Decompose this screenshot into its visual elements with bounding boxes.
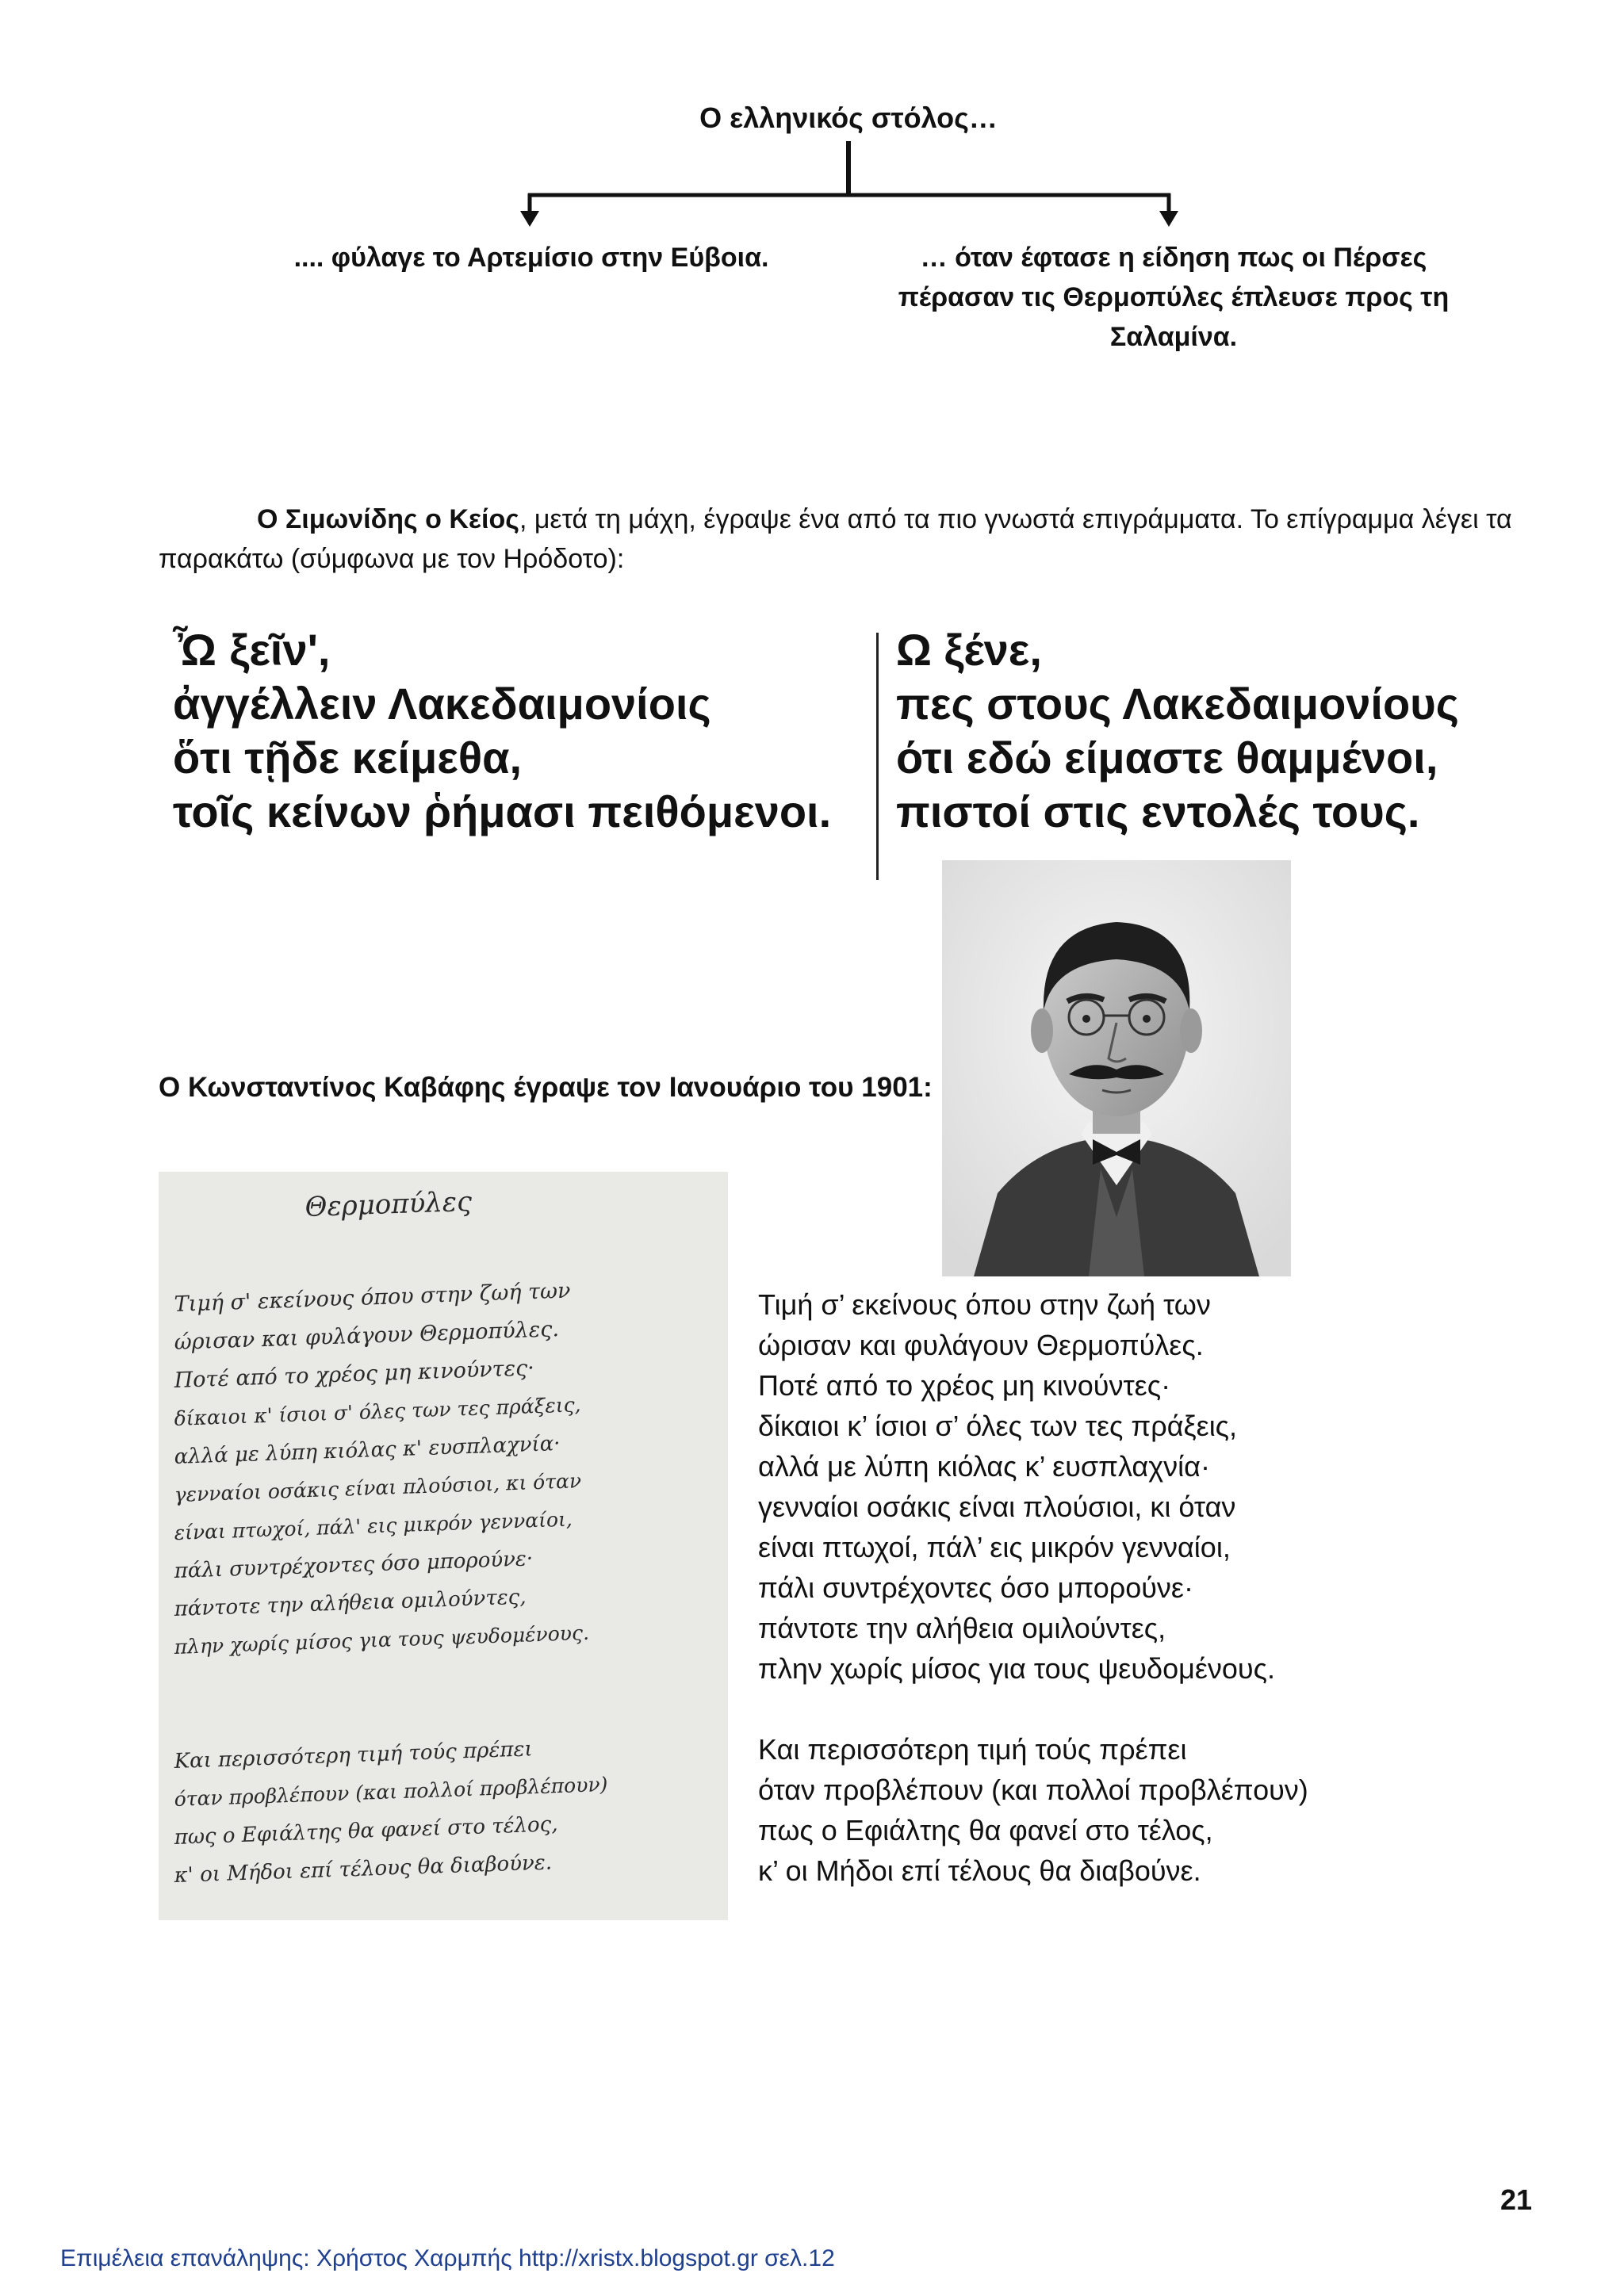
epigram-line: τοῖς κείνων ῥήμασι πειθόμενοι. [173, 786, 832, 836]
manuscript-line: είναι πτωχοί, πάλ' εις μικρόν γενναίοι, [174, 1507, 573, 1544]
poem-line: πάλι συντρέχοντες όσο μπορούνε· [758, 1571, 1193, 1604]
stanza-gap [758, 1689, 1308, 1729]
poem-line: γενναίοι οσάκις είναι πλούσιοι, κι όταν [758, 1490, 1236, 1523]
manuscript-handwriting [159, 1172, 728, 1920]
manuscript-line: πάλι συντρέχοντες όσο μπορούνε· [174, 1547, 534, 1583]
poem-line: Και περισσότερη τιμή τούς πρέπει [758, 1733, 1187, 1766]
epigram-line: Ω ξένε, [896, 625, 1042, 675]
manuscript-line: πως ο Εφιάλτης θα φανεί στο τέλος, [174, 1812, 558, 1850]
manuscript-line: όταν προβλέπουν (και πολλοί προβλέπουν) [174, 1772, 608, 1811]
epigram-line: Ὦ ξεῖν', [173, 625, 331, 675]
poem-line: δίκαιοι κ’ ίσιοι σ’ όλες των τες πράξεις, [758, 1410, 1238, 1442]
poem-line: Τιμή σ’ εκείνους όπου στην ζωή των [758, 1288, 1211, 1321]
manuscript-line: κ' οι Μήδοι επί τέλους θα διαβούνε. [174, 1850, 553, 1888]
diagram-title: Ο ελληνικός στόλος… [699, 101, 998, 134]
page-number: 21 [1500, 2183, 1533, 2216]
manuscript-title: Θερμοπύλες [304, 1185, 473, 1223]
diagram-right-line: πέρασαν τις Θερμοπύλες έπλευσε προς τη [898, 282, 1450, 312]
cavafy-caption: Ο Κωνσταντίνος Καβάφης έγραψε τον Ιανουάριο του 1901: [159, 1072, 933, 1103]
intro-paragraph [159, 499, 1538, 579]
epigram-line: πες στους Λακεδαιμονίους [896, 679, 1459, 729]
manuscript-line: Και περισσότερη τιμή τούς πρέπει [174, 1737, 534, 1774]
epigram-line: ἀγγέλλειν Λακεδαιμονίοις [173, 679, 711, 729]
manuscript-line: πάντοτε την αλήθεια ομιλούντες, [174, 1585, 527, 1621]
intro-text: , μετά τη μάχη, έγραψε ένα από τα πιο γνωστά επιγράμματα. Το επίγραμμα λέγει τα παρακάτω (σύμφωνα με τον Ηρόδοτο): [159, 504, 1512, 574]
manuscript-line: Ποτέ από το χρέος μη κινούντες· [174, 1356, 535, 1393]
manuscript-line: ώρισαν και φυλάγουν Θερμοπύλες. [174, 1317, 560, 1355]
left-arrowhead [520, 211, 539, 227]
poem-line: ώρισαν και φυλάγουν Θερμοπύλες. [758, 1329, 1204, 1361]
manuscript-line: αλλά με λύπη κιόλας κ' ευσπλαχνία· [174, 1432, 561, 1469]
epigram-ancient [173, 623, 831, 839]
manuscript-line: δίκαιοι κ' ίσιοι σ' όλες των τες πράξεις, [174, 1393, 581, 1430]
diagram-right-line: Σαλαμίνα. [1109, 322, 1238, 352]
epigram-line: ὅτι τῇδε κείμεθα, [173, 733, 523, 783]
manuscript-image [159, 1172, 728, 1920]
diagram-left-box: .... φύλαγε το Αρτεμίσιο στην Εύβοια. [293, 243, 769, 273]
diagram-right-box [872, 238, 1475, 357]
arrow-lines [528, 141, 1170, 214]
poem-line: Ποτέ από το χρέος μη κινούντες· [758, 1369, 1171, 1402]
epigram-modern [896, 623, 1459, 839]
manuscript-line: πλην χωρίς μίσος για τους ψευδομένους. [174, 1621, 590, 1659]
portrait-illustration [942, 860, 1291, 1276]
epigram-line: πιστοί στις εντολές τους. [896, 786, 1420, 836]
poem-line: πως ο Εφιάλτης θα φανεί στο τέλος, [758, 1814, 1213, 1846]
poem-line: αλλά με λύπη κιόλας κ’ ευσπλαχνία· [758, 1450, 1210, 1483]
epigram-divider [876, 633, 879, 880]
poem-line: πάντοτε την αλήθεια ομιλούντες, [758, 1612, 1166, 1644]
diagram-right-line: … όταν έφτασε η είδηση πως οι Πέρσες [920, 243, 1427, 273]
manuscript-line: Τιμή σ' εκείνους όπου στην ζωή των [174, 1278, 571, 1317]
epigram-line: ότι εδώ είμαστε θαμμένοι, [896, 733, 1438, 783]
poem-line: πλην χωρίς μίσος για τους ψευδομένους. [758, 1652, 1275, 1685]
diagram-arrows [0, 0, 1624, 254]
intro-author: Ο Σιμωνίδης ο Κείος [257, 504, 519, 534]
footer-credit: Επιμέλεια επανάληψης: Χρήστος Χαρμπής http://xristx.blogspot.gr σελ.12 [60, 2245, 835, 2271]
poem-line: κ’ οι Μήδοι επί τέλους θα διαβούνε. [758, 1854, 1201, 1887]
poem-line: είναι πτωχοί, πάλ’ εις μικρόν γενναίοι, [758, 1531, 1231, 1563]
manuscript-line: γενναίοι οσάκις είναι πλούσιοι, κι όταν [174, 1469, 582, 1506]
cavafy-portrait [942, 860, 1291, 1276]
poem-line: όταν προβλέπουν (και πολλοί προβλέπουν) [758, 1774, 1308, 1806]
poem-text [758, 1284, 1308, 1891]
right-arrowhead [1159, 211, 1178, 227]
